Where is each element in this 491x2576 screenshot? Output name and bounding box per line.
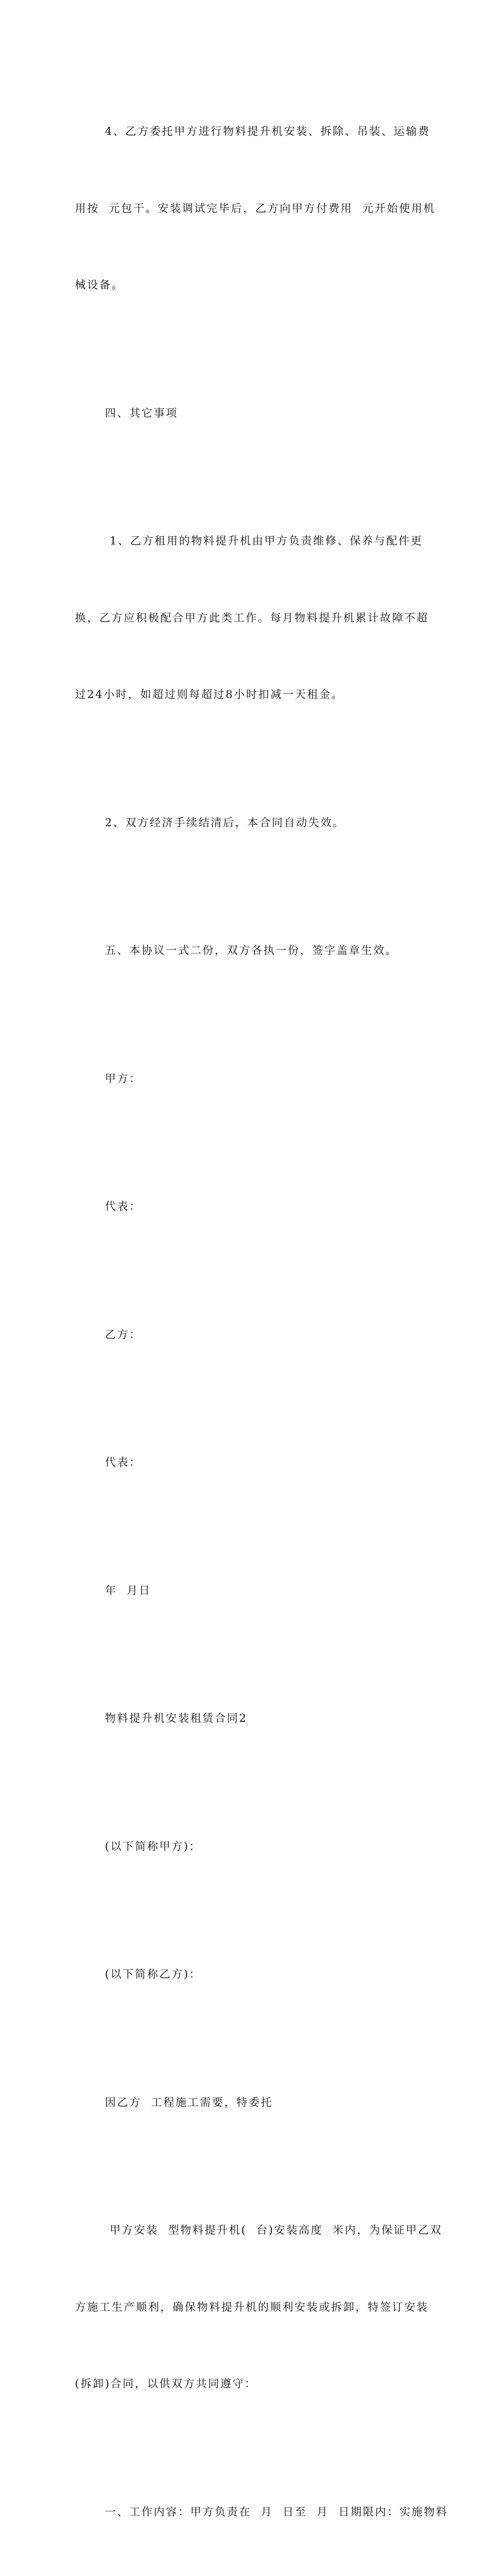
text-line: 乙方： — [75, 1322, 417, 1348]
text-line: 五、本协议一式二份，双方各执一份，签字盖章生效。 — [75, 938, 417, 964]
contract-title — [75, 1655, 417, 1783]
signature-party-b — [75, 1271, 417, 1399]
text-line: 用按 元包干。安装调试完毕后，乙方向甲方付费用 元开始使用机 — [75, 196, 417, 222]
signature-date — [75, 1527, 417, 1655]
paragraph-installation-fee — [75, 68, 417, 350]
abbreviation-party-b — [75, 1911, 417, 2039]
abbreviation-party-a — [75, 1783, 417, 1911]
text-line: 甲方安装 型物料提升机( 台)安装高度 米内，为保证甲乙双 — [75, 2218, 417, 2244]
signature-party-a — [75, 1015, 417, 1143]
paragraph-work-content — [75, 2448, 417, 2576]
document-body — [75, 68, 417, 2576]
paragraph-reason — [75, 2039, 417, 2167]
text-line: 物料提升机安装租赁合同2 — [75, 1706, 417, 1732]
text-line: (拆卸)合同，以供双方共同遵守： — [75, 2371, 417, 2397]
paragraph-termination — [75, 759, 417, 887]
text-line: 械设备。 — [75, 272, 417, 298]
text-line: 四、其它事项 — [75, 401, 417, 427]
text-line: 1、乙方租用的物料提升机由甲方负责维修、保养与配件更 — [75, 528, 417, 554]
text-line: (以下简称甲方)： — [75, 1834, 417, 1860]
text-line: 代表： — [75, 1194, 417, 1220]
text-line: 一、工作内容：甲方负责在 月 日至 月 日期限内：实施物料 — [75, 2499, 417, 2525]
text-line: 代表： — [75, 1450, 417, 1476]
text-line: 年 月日 — [75, 1578, 417, 1604]
signature-rep-a — [75, 1143, 417, 1271]
text-line: (以下简称乙方)： — [75, 1962, 417, 1988]
paragraph-maintenance — [75, 477, 417, 759]
text-line: 过24小时，如超过则每超过8小时扣减一天租金。 — [75, 682, 417, 708]
section-heading — [75, 350, 417, 478]
paragraph-installation-scope — [75, 2166, 417, 2448]
document-page — [0, 0, 491, 695]
text-line: 因乙方 工程施工需要，特委托 — [75, 2090, 417, 2116]
signature-rep-b — [75, 1399, 417, 1527]
text-line: 甲方： — [75, 1066, 417, 1092]
text-line: 方施工生产顺利，确保物料提升机的顺利安装或拆卸，特签订安装 — [75, 2295, 417, 2321]
text-line: 4、乙方委托甲方进行物料提升机安装、拆除、吊装、运输费 — [75, 119, 417, 145]
text-line: 2、双方经济手续结清后，本合同自动失效。 — [75, 810, 417, 836]
paragraph-copies — [75, 887, 417, 1015]
text-line: 换，乙方应积极配合甲方此类工作。每月物料提升机累计故障不超 — [75, 605, 417, 631]
